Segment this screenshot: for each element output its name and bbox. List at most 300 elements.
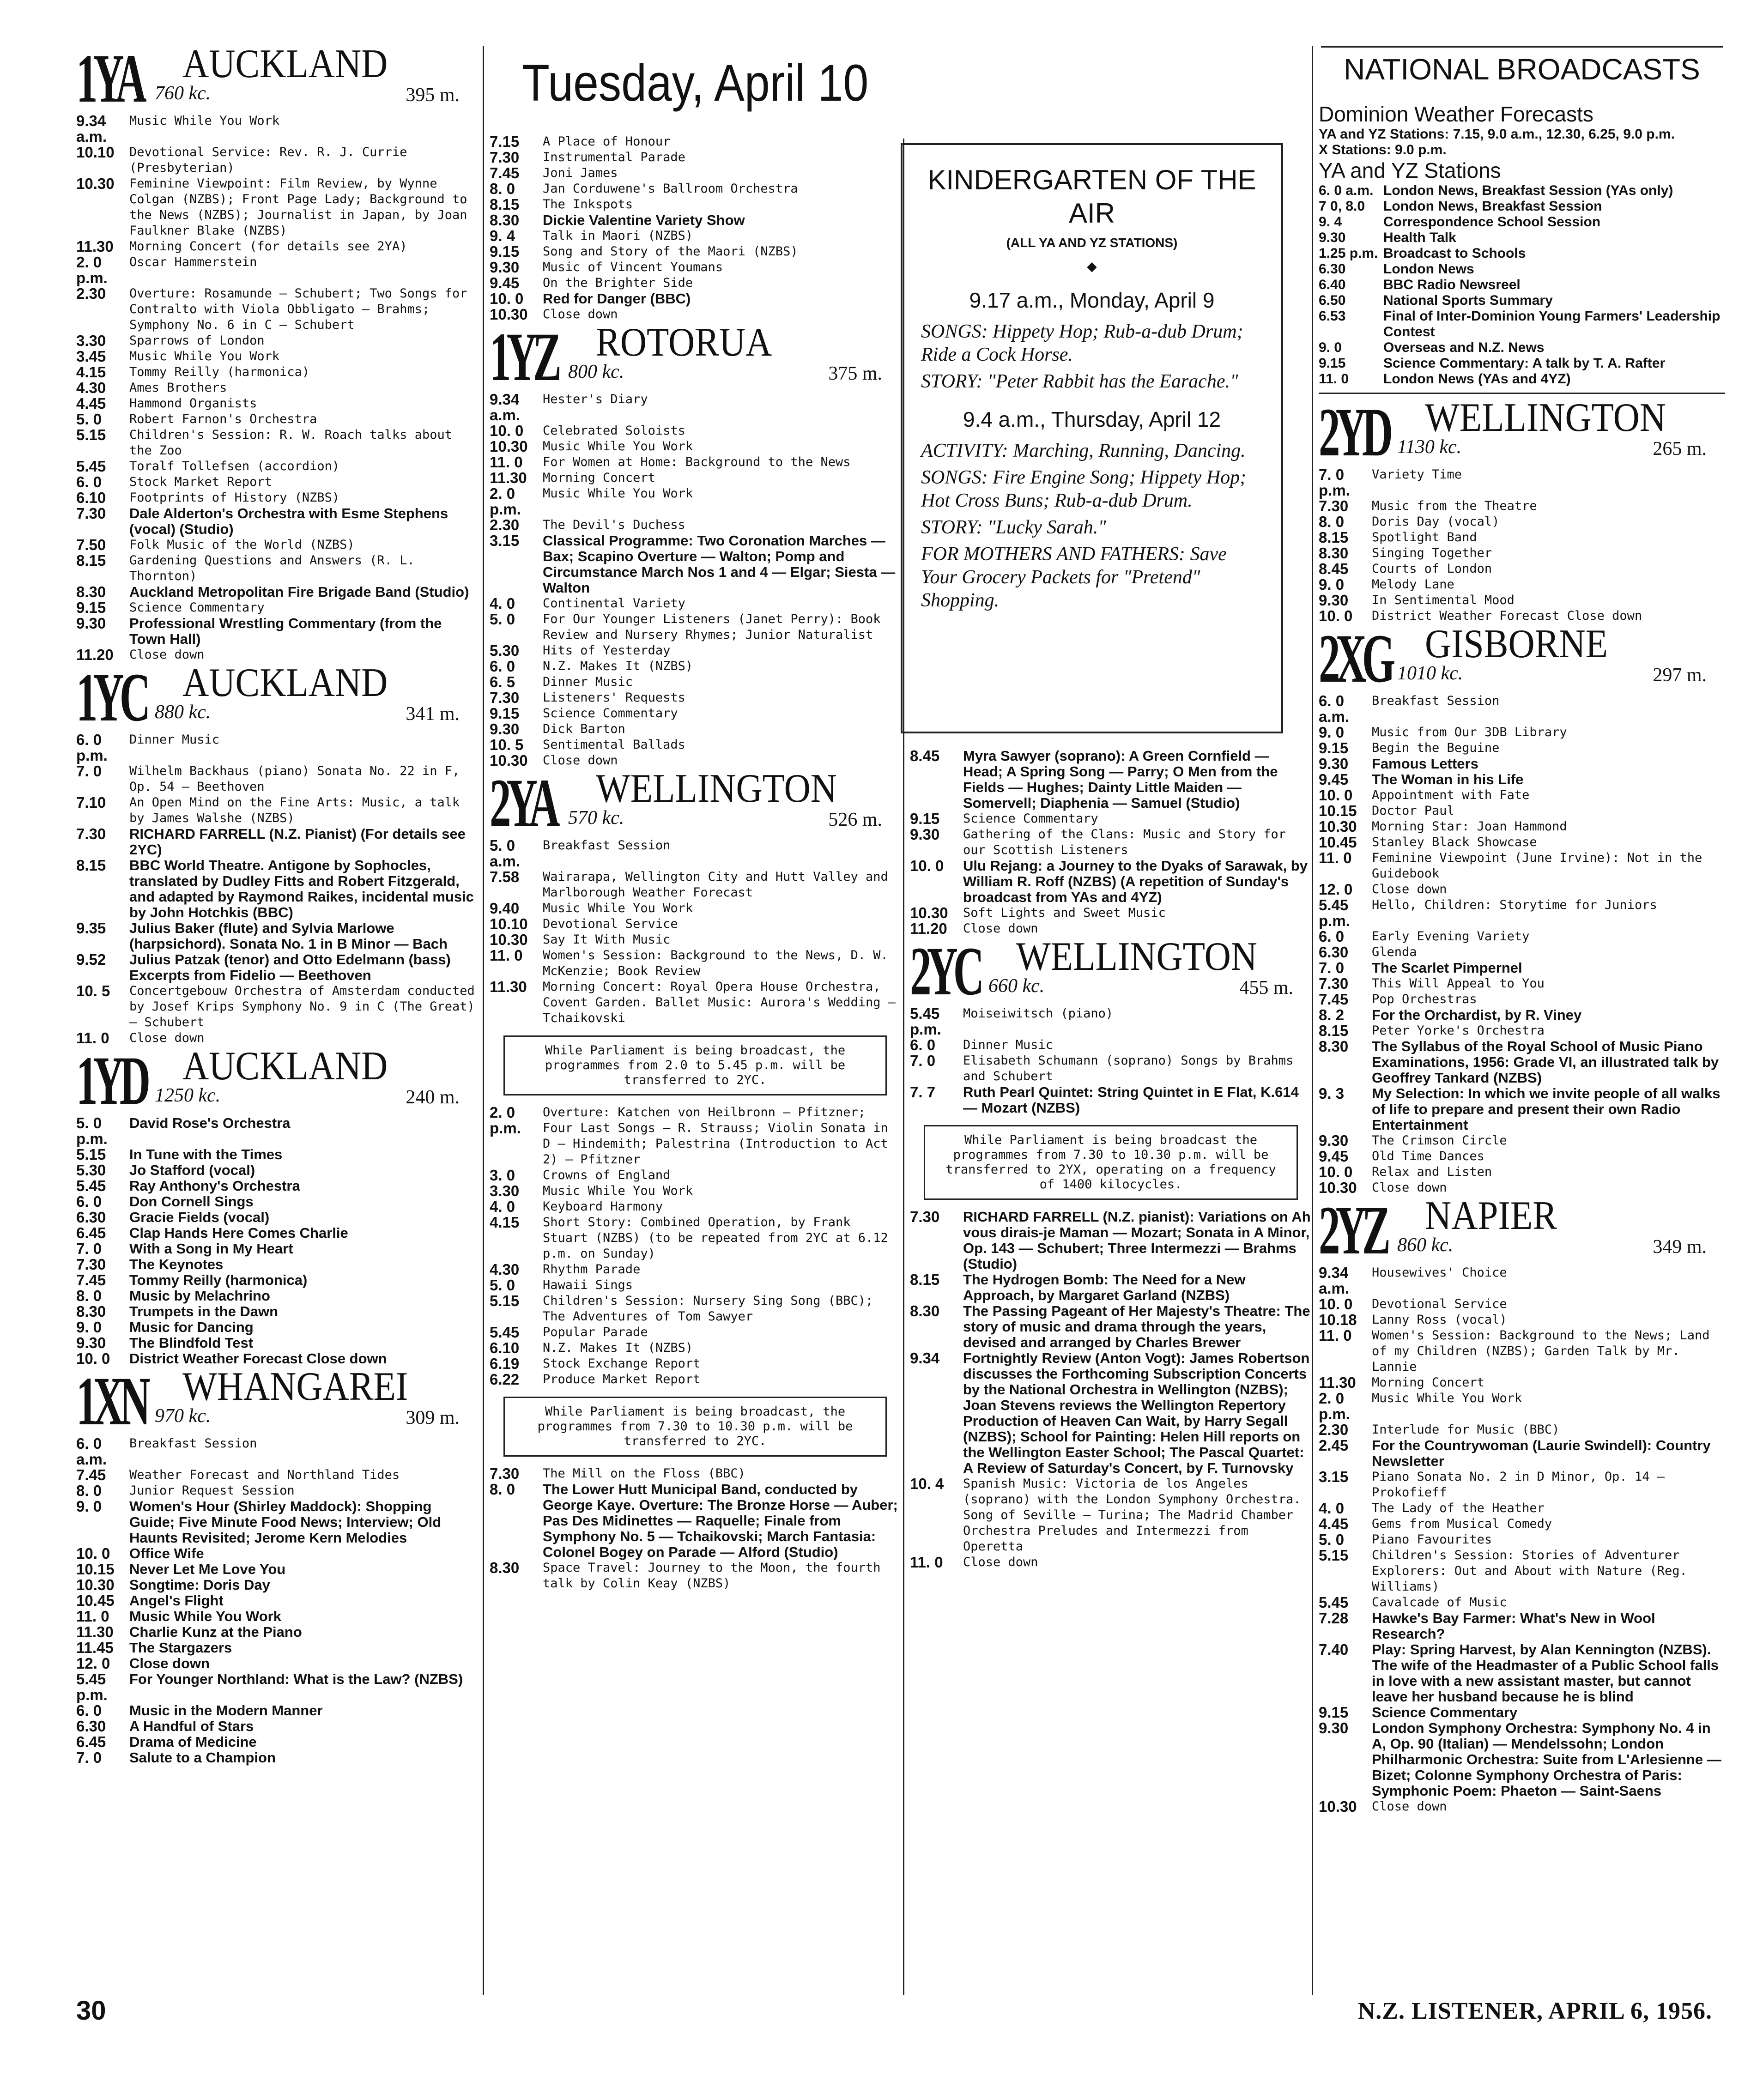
programme-time: 5. 0 [1319,1531,1345,1548]
column-rule-3 [1312,46,1313,1995]
programme-time: 9.30 [1319,1132,1349,1149]
programme-entry [910,1037,1312,1053]
programme-title: Interlude for Music (BBC) [1372,1422,1560,1437]
programme-entry [490,228,901,244]
programme-title: Keyboard Harmony [543,1199,663,1214]
programme-entry [490,596,901,611]
programme-title: My Selection: In which we invite people of all walks of life to prepare and present their own Radio Entertainment [1372,1085,1721,1133]
programme-title: Children's Session: Nursery Sing Song (BBC); The Adventures of Tom Sawyer [543,1294,873,1324]
programme-time: 6.10 [76,489,106,506]
programme-title: Dinner Music [963,1038,1054,1052]
programme-time: 9.45 [490,274,520,291]
programme-time: 6.45 [76,1224,106,1241]
station-name: AUCKLAND [182,660,388,705]
programme-entry [1319,1296,1725,1312]
programme-time: 10. 0 [1319,607,1353,624]
programme-time: 2.45 [1319,1437,1349,1454]
programme-title: Relax and Listen [1372,1165,1492,1179]
programme-title: Close down [129,648,205,662]
programme-entry [490,423,901,439]
programme-time: 12. 0 [1319,881,1353,898]
programme-time: 10. 0 [490,290,524,307]
programme-title: Ames Brothers [129,381,227,395]
programme-entry [76,732,478,763]
programme-time: 9.30 [1319,230,1346,245]
programme-time: 10. 0 [76,1545,110,1562]
programme-entry [76,1115,478,1147]
programme-title: Feminine Viewpoint (June Irvine): Not in the Guidebook [1372,851,1702,881]
programme-time: 9.15 [490,705,520,722]
programme-entry [76,1734,478,1750]
programme-title: Red for Danger (BBC) [543,290,691,307]
national-entry [1319,183,1725,199]
station-name: WELLINGTON [1016,934,1257,979]
programme-title: Music While You Work [129,349,280,363]
programme-entry [1319,740,1725,756]
programme-time: 6.45 [76,1733,106,1750]
programme-entry [1319,1391,1725,1422]
programme-entry [490,392,901,423]
station-frequency: 800 kc. [568,361,624,382]
programme-time: 10. 0 [1319,787,1353,804]
programme-title: Morning Concert [543,471,655,485]
programme-title: Famous Letters [1372,756,1478,772]
programme-time: 7.30 [1319,497,1349,514]
programme-entry [490,1482,901,1560]
programme-title: Doris Day (vocal) [1372,514,1500,529]
programme-entry [76,1288,478,1304]
programme-title: The Lower Hutt Municipal Band, conducted by George Kaye. Overture: The Bronze Horse — Auber; Pas Des Midinettes — Raquelle; Finale from Symphony No. 5 — Tchaikovski; March Fantasia: Colonel Bogey on Parade — Alford (Studio) [543,1481,898,1560]
station-frequency: 860 kc. [1397,1235,1454,1256]
programme-title: Close down [543,307,618,321]
programme-time: 11. 0 [76,1029,109,1047]
programme-entry [76,364,478,380]
programme-title: The Mill on the Floss (BBC) [543,1466,745,1481]
programme-time: 11.20 [910,920,947,937]
programme-time: 8.45 [1319,560,1349,577]
programme-title: Pop Orchestras [1372,992,1477,1006]
programme-entry [76,600,478,616]
programme-time: 7 0, 8.0 [1319,199,1365,214]
programme-title: Stock Market Report [129,475,272,489]
programme-entry [76,1162,478,1178]
programme-title: Hawaii Sings [543,1278,633,1292]
programme-time: 2.30 [1319,1421,1349,1438]
programme-entry [1319,1532,1725,1548]
programme-time: 5. 0 [490,611,515,628]
programme-entry [76,1147,478,1162]
station-wavelength: 395 m. [406,85,460,106]
programme-entry [1319,1642,1725,1705]
programme-title: In Sentimental Mood [1372,593,1515,607]
programme-title: Children's Session: R. W. Roach talks about the Zoo [129,428,452,458]
programme-time: 11. 0 [76,1608,109,1625]
programme-entry [76,474,478,490]
programme-title: A Handful of Stars [129,1718,254,1734]
station-wavelength: 349 m. [1653,1236,1707,1258]
programme-title: Tommy Reilly (harmonica) [129,1272,308,1288]
programme-entry [1319,944,1725,960]
programme-title: Concertgebouw Orchestra of Amsterdam conducted by Josef Krips Symphony No. 9 in C (The Great) — Schubert [129,984,475,1029]
station-wavelength: 526 m. [828,809,882,830]
programme-title: Ruth Pearl Quintet: String Quintet in E Flat, K.614 — Mozart (NZBS) [963,1084,1299,1116]
programme-entry [1319,960,1725,976]
programme-time: 2.30 [490,516,520,533]
programme-title: Stanley Black Showcase [1372,835,1537,849]
programme-title: Play: Spring Harvest, by Alan Kennington (NZBS). The wife of the Headmaster of a Public School falls in love with a new assistant master, but cannot leave her husband because he is blind [1372,1641,1719,1705]
programme-title: Music from Our 3DB Library [1372,725,1567,739]
programme-entry [1319,561,1725,577]
programme-time: 12. 0 [76,1655,110,1672]
programme-title: Music While You Work [543,1184,693,1198]
programme-time: 10. 0 [910,857,944,874]
programme-time: 4. 0 [490,1198,515,1215]
programme-time: 8.15 [1319,529,1349,546]
programme-entry [76,1703,478,1719]
programme-entry [76,1499,478,1546]
programme-time: 6. 0 [76,473,102,490]
programme-time: 10. 0 [1319,1163,1353,1180]
station-frequency: 880 kc. [155,702,211,723]
national-entry [1319,261,1725,277]
programme-title: District Weather Forecast Close down [129,1350,387,1367]
programme-title: Early Evening Variety [1372,929,1530,944]
header-rule [1321,46,1723,48]
programme-entry [1319,1720,1725,1799]
programme-time: 7.45 [1319,991,1349,1008]
column-rule-1 [483,46,484,1995]
programme-title: Science Commentary: A talk by T. A. Rafter [1383,356,1666,371]
programme-title: Soft Lights and Sweet Music [963,906,1166,920]
programme-title: Gardening Questions and Answers (R. L. Thornton) [129,553,415,583]
programme-entry [76,795,478,826]
programme-entry [1319,514,1725,530]
programme-time: 11. 0 [490,947,523,964]
weather-heading: Dominion Weather Forecasts [1319,102,1593,126]
programme-entry [1319,1007,1725,1023]
kindergarten-activity: ACTIVITY: Marching, Running, Dancing. [921,440,1246,461]
programme-title: Singing Together [1372,546,1492,560]
programme-time: 8. 0 [76,1482,102,1499]
programme-time: 8.15 [1319,1022,1349,1039]
programme-entry [490,165,901,181]
programme-entry [76,1319,478,1335]
programme-time: 11.45 [76,1639,114,1656]
programme-entry [76,1609,478,1624]
programme-time: 9.45 [1319,771,1349,788]
programme-entry [490,470,901,486]
programme-entry [490,486,901,517]
programme-entry [490,611,901,643]
programme-title: Dale Alderton's Orchestra with Esme Stephens (vocal) (Studio) [129,505,448,537]
programme-entry [910,1476,1312,1555]
national-entry [1319,214,1725,230]
programme-time: 8.30 [76,583,106,600]
programme-entry [910,1272,1312,1303]
station-frequency: 760 kc. [155,83,211,104]
programme-title: Music for Dancing [129,1319,254,1335]
programme-entry [910,1006,1312,1037]
programme-entry [1319,1705,1725,1720]
programme-entry [1319,1039,1725,1086]
programme-time: 10.30 [490,306,528,323]
programme-time: 8. 0 [490,180,515,197]
station-frequency: 1130 kc. [1397,436,1462,458]
programme-title: Listeners' Requests [543,690,685,705]
programme-entry [490,838,901,869]
programme-title: Ulu Rejang: a Journey to the Dyaks of Sarawak, by William R. Roff (NZBS) (A repetition of Sunday's broadcast from YAs and 4YZ) [963,858,1308,905]
programme-time: 2. 0 p.m. [76,254,108,286]
programme-time: 8.30 [490,1559,520,1576]
programme-title: Music by Melachrino [129,1288,270,1304]
programme-title: London News (YAs and 4YZ) [1383,371,1571,387]
programme-title: London News, Breakfast Session (YAs only) [1383,183,1673,198]
programme-time: 5. 0 p.m. [76,1114,108,1147]
programme-time: 9.30 [490,259,520,276]
programme-time: 7.58 [490,868,520,885]
programme-time: 2. 0 p.m. [490,1104,521,1137]
programme-entry [490,134,901,150]
programme-title: Gems from Musical Comedy [1372,1517,1552,1531]
programme-title: Professional Wrestling Commentary (from the Town Hall) [129,615,442,647]
programme-time: 4.30 [490,1261,520,1278]
programme-time: 10.45 [1319,834,1357,851]
programme-entry [490,1277,901,1293]
programme-title: Wilhelm Backhaus (piano) Sonata No. 22 in F, Op. 54 — Beethoven [129,764,460,794]
programme-entry [76,176,478,239]
programme-title: Wairarapa, Wellington City and Hutt Valley and Marlborough Weather Forecast [543,870,888,900]
station-wavelength: 455 m. [1239,977,1293,999]
programme-title: For the Countrywoman (Laurie Swindell): Country Newsletter [1372,1437,1711,1469]
programme-entry [76,1750,478,1766]
programme-title: Celebrated Soloists [543,424,685,438]
column-1 [76,44,478,1974]
programme-time: 6. 0 a.m. [76,1435,107,1468]
programme-time: 7.30 [910,1208,940,1225]
programme-time: 6.30 [76,1209,106,1226]
programme-title: Morning Concert (for details see 2YA) [129,239,407,254]
programme-time: 10.30 [1319,1179,1357,1196]
programme-time: 7. 0 [910,1052,936,1069]
programme-title: For Younger Northland: What is the Law? (NZBS) [129,1671,463,1687]
station-call-sign: 2YD [1319,394,1389,471]
programme-title: Devotional Service [1372,1297,1507,1311]
programme-title: In Tune with the Times [129,1146,283,1162]
programme-time: 10. 5 [76,982,110,999]
station-wavelength: 375 m. [828,363,882,384]
programme-title: Dickie Valentine Variety Show [543,212,745,228]
programme-entry [1319,1133,1725,1149]
programme-time: 6.10 [490,1339,520,1356]
kindergarten-story2: STORY: "Lucky Sarah." [921,517,1106,538]
programme-title: Moiseiwitsch (piano) [963,1006,1114,1021]
programme-entry [490,533,901,596]
programme-time: 5.45 p.m. [76,1670,108,1703]
programme-time: 7.45 [76,1466,106,1483]
programme-title: Morning Concert [1372,1375,1484,1390]
programme-title: Overture: Katchen von Heilbronn — Pfitzner; Four Last Songs — R. Strauss; Violin Sonata in D — Hindemith; Palestrina (Introduction to Act 2) — Pfitzner [543,1105,888,1167]
programme-entry [1319,772,1725,787]
programme-title: Dick Barton [543,722,625,736]
programme-entry [1319,803,1725,819]
programme-entry [490,643,901,659]
programme-time: 2. 0 p.m. [490,485,521,518]
programme-title: Produce Market Report [543,1372,701,1386]
national-entry [1319,277,1725,293]
programme-time: 9.15 [76,599,106,616]
programme-time: 7.30 [490,149,520,166]
programme-time: 10.10 [490,915,528,932]
programme-entry [76,763,478,795]
station-name: NAPIER [1425,1193,1557,1238]
parliament-notice: While Parliament is being broadcast the programmes from 7.30 to 10.30 p.m. will be transferred to 2YX, operating on a frequency of 1400 kilocycles. [924,1125,1298,1200]
column-4 [1319,102,1725,2032]
programme-entry [910,1084,1312,1116]
programme-title: Sentimental Ballads [543,738,685,752]
programme-title: Women's Session: Background to the News, D. W. McKenzie; Book Review [543,948,888,978]
programme-entry [76,1561,478,1577]
programme-entry [76,396,478,412]
programme-title: Music of Vincent Youmans [543,260,723,274]
programme-title: Jan Corduwene's Ballroom Orchestra [543,182,798,196]
kindergarten-title: KINDERGARTEN OF THE AIR [927,164,1256,229]
programme-time: 6.30 [1319,261,1346,277]
programme-entry [910,858,1312,905]
programme-title: Stock Exchange Report [543,1356,701,1371]
programme-time: 7. 0 p.m. [1319,466,1350,499]
programme-entry [490,150,901,165]
diamond-icon: ◆ [1087,259,1097,273]
programme-entry [1319,929,1725,944]
programme-entry [1319,1799,1725,1815]
programme-time: 6. 0 a.m. [1319,692,1350,725]
programme-title: Weather Forecast and Northland Tides [129,1468,400,1482]
programme-entry [490,244,901,260]
programme-entry [490,181,901,197]
programme-entry [1319,577,1725,593]
programme-title: Doctor Paul [1372,804,1454,818]
programme-time: 8.15 [76,857,106,874]
programme-entry [76,459,478,474]
programme-time: 8.30 [1319,1038,1349,1055]
programme-title: Popular Parade [543,1325,648,1339]
programme-time: 6. 0 a.m. [1319,183,1374,198]
programme-title: Hits of Yesterday [543,643,671,658]
programme-entry [76,1467,478,1483]
programme-title: Science Commentary [543,706,678,720]
programme-entry [1319,1086,1725,1133]
programme-title: Space Travel: Journey to the Moon, the fourth talk by Colin Keay (NZBS) [543,1561,881,1591]
programme-title: Fortnightly Review (Anton Vogt): James Robertson discusses the Forthcoming Subscription Concerts by the National Orchestra in Wellington (NZBS); Joan Stevens reviews the Wellington Repertory Production of Heaven Can Wait, by Harry Segall (NZBS); School for Painting: Helen Hill reports on the Wellington Easter School; The Pascal Quartet: A Review of Saturday's Concert, by F. Turnovsky [963,1350,1310,1476]
station-call-sign: 2YC [910,933,980,1010]
programme-time: 10.10 [76,144,115,161]
programme-time: 3.30 [490,1182,520,1199]
programme-time: 6. 0 [1319,928,1345,945]
programme-entry [490,439,901,454]
programme-time: 11. 0 [490,454,523,471]
programme-title: Gracie Fields (vocal) [129,1209,270,1225]
programme-title: Science Commentary [1372,1704,1518,1720]
programme-time: 9. 0 [76,1498,102,1515]
programme-entry [1319,693,1725,725]
programme-title: For the Orchardist, by R. Viney [1372,1007,1582,1023]
programme-title: Close down [1372,1799,1447,1814]
programme-time: 9.34 a.m. [490,391,521,424]
national-entry [1319,340,1725,356]
programme-time: 6. 0 [490,658,515,675]
programme-entry [490,979,901,1026]
programme-time: 9.15 [1319,739,1349,756]
programme-entry [76,1257,478,1272]
programme-title: Children's Session: Stories of Adventurer Explorers: Out and About with Nature (Reg. Williams) [1372,1548,1687,1594]
programme-title: RICHARD FARRELL (N.Z. Pianist) (For details see 2YC) [129,826,466,858]
programme-entry [490,1560,901,1592]
programme-time: 9.30 [76,1334,106,1351]
programme-title: Music from the Theatre [1372,499,1537,513]
programme-title: Variety Time [1372,467,1462,482]
programme-time: 7.30 [490,689,520,706]
programme-time: 8.15 [76,552,106,569]
programme-time: 7. 0 [76,1749,102,1766]
programme-title: Breakfast Session [129,1436,257,1451]
programme-title: BBC World Theatre. Antigone by Sophocles, translated by Dudley Fitts and Robert Fitzgerald, and adapted by Raymond Raikes, incidental music by John Hotchkis (BBC) [129,857,474,920]
programme-time: 11. 0 [1319,371,1349,387]
station-name: AUCKLAND [182,44,388,86]
programme-title: This Will Appeal to You [1372,976,1545,991]
programme-title: Music While You Work [129,1608,281,1624]
station-call-sign: 2XG [1319,620,1391,697]
programme-title: Close down [129,1031,205,1045]
programme-entry [1319,819,1725,835]
programme-time: 5. 0 a.m. [490,837,521,870]
parliament-notice: While Parliament is being broadcast, the programmes from 7.30 to 10.30 p.m. will be transferred to 2YC. [503,1397,887,1457]
programme-entry [76,1436,478,1467]
programme-title: BBC Radio Newsreel [1383,277,1521,292]
programme-time: 10. 0 [1319,1295,1353,1313]
programme-time: 10.30 [1319,1798,1357,1815]
programme-entry [910,1053,1312,1084]
programme-time: 7.45 [76,1271,106,1289]
programme-title: National Sports Summary [1383,293,1553,308]
programme-entry [490,869,901,901]
programme-time: 6.40 [1319,277,1346,292]
programme-title: Rhythm Parade [543,1262,641,1277]
programme-time: 4. 0 [1319,1500,1345,1517]
programme-time: 5.45 [1319,1594,1349,1611]
programme-entry [1319,992,1725,1007]
programme-title: Charlie Kunz at the Piano [129,1624,302,1640]
programme-time: 3.30 [76,332,106,349]
programme-title: Cavalcade of Music [1372,1595,1507,1610]
station-call-sign: 2YA [490,765,556,841]
programme-time: 9.45 [1319,1148,1349,1165]
programme-title: Joni James [543,166,618,180]
programme-title: Broadcast to Schools [1383,246,1526,261]
station-frequency: 660 kc. [988,975,1045,997]
programme-entry [1319,835,1725,850]
programme-entry [490,275,901,291]
programme-entry [76,239,478,254]
programme-title: Glenda [1372,945,1417,959]
national-entry [1319,356,1725,371]
programme-time: 5.45 [76,1177,106,1194]
programme-time: 5.15 [490,1292,520,1309]
programme-time: 10. 0 [490,422,524,439]
programme-entry [76,254,478,286]
programme-time: 4.15 [76,363,106,381]
programme-title: Music While You Work [543,486,693,501]
programme-title: Trumpets in the Dawn [129,1303,279,1319]
